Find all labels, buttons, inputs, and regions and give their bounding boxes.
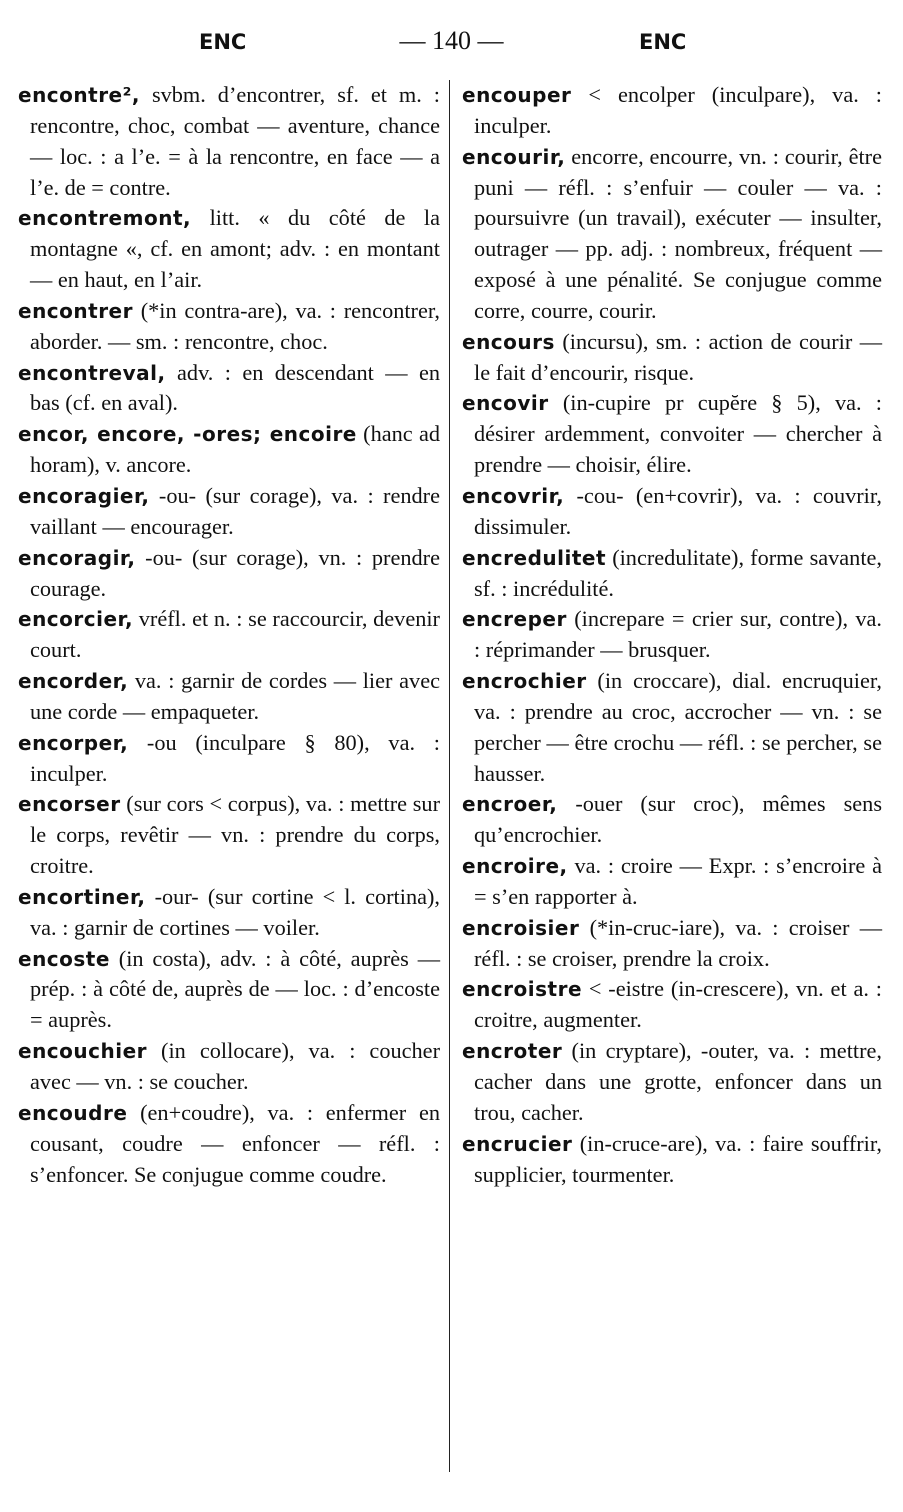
page-number: — 140 — bbox=[399, 26, 504, 55]
entry-body: (*in-cruc-iare), va. : croiser — réfl. : se croiser, prendre la croix. bbox=[474, 914, 888, 971]
dictionary-entry bbox=[18, 604, 446, 666]
headword: encorcier, bbox=[18, 607, 134, 632]
headword: encor, encore, -ores; encoire bbox=[18, 422, 357, 447]
headword: encroer, bbox=[462, 792, 558, 817]
headword: encovrir, bbox=[462, 483, 565, 508]
entry-body: (incursu), sm. : action de courir — le fait d’encourir, risque. bbox=[474, 328, 888, 385]
headword: encours bbox=[462, 329, 555, 354]
dictionary-entry bbox=[462, 1036, 888, 1129]
dictionary-entry bbox=[462, 543, 888, 605]
headword: encroisier bbox=[462, 915, 580, 940]
headword: encontreval, bbox=[18, 360, 166, 385]
headword: encontre², bbox=[18, 83, 140, 107]
headword: encrochier bbox=[462, 669, 587, 694]
entry-body: (in cryptare), -outer, va. : mettre, cacher dans une grotte, enfoncer dans un trou, cacher. bbox=[474, 1038, 888, 1125]
headword: encorder, bbox=[18, 669, 129, 694]
headword: encouchier bbox=[18, 1039, 148, 1064]
headword: encoragir, bbox=[18, 545, 136, 570]
dictionary-entry bbox=[18, 419, 446, 481]
entry-body: (increpare = crier sur, contre), va. : réprimander — brusquer. bbox=[474, 606, 888, 663]
dictionary-entry bbox=[18, 543, 446, 605]
entry-body: (incredulitate), forme savante, sf. : incrédulité. bbox=[474, 544, 888, 601]
headword: encortiner, bbox=[18, 884, 146, 909]
header-left-guide-word: ENC bbox=[199, 30, 247, 54]
entry-body: (sur cors < corpus), va. : mettre sur le corps, revêtir — vn. : prendre du corps, croitre. bbox=[30, 791, 446, 879]
dictionary-entry bbox=[18, 481, 446, 543]
page-header bbox=[0, 26, 903, 60]
left-column bbox=[18, 80, 446, 1190]
headword: encouper bbox=[462, 83, 572, 107]
dictionary-entry bbox=[18, 1098, 446, 1191]
dictionary-entry bbox=[18, 358, 446, 420]
entry-body: (in-cupire pr cupĕre § 5), va. : désirer ardemment, convoiter — chercher à prendre — choisir, élire. bbox=[474, 390, 888, 478]
entry-body: -ou- (sur corage), vn. : prendre courage. bbox=[30, 544, 446, 601]
dictionary-entry bbox=[18, 666, 446, 728]
headword: encoudre bbox=[18, 1100, 128, 1125]
headword: encovir bbox=[462, 391, 549, 416]
dictionary-entry bbox=[462, 1129, 888, 1191]
entry-body: -ou- (sur corage), va. : rendre vaillant — encourager. bbox=[30, 482, 446, 539]
headword: encrucier bbox=[462, 1131, 573, 1156]
dictionary-entry bbox=[18, 882, 446, 944]
dictionary-entry bbox=[462, 974, 888, 1036]
dictionary-entry bbox=[18, 203, 446, 296]
entry-body: -cou- (en+covrir), va. : couvrir, dissimuler. bbox=[474, 482, 888, 539]
entry-body: < encolper (inculpare), va. : inculper. bbox=[474, 82, 888, 138]
dictionary-entry bbox=[462, 142, 888, 327]
headword: encontrer bbox=[18, 298, 133, 323]
headword: encroter bbox=[462, 1039, 563, 1064]
dictionary-entry bbox=[462, 481, 888, 543]
dictionary-entry bbox=[18, 728, 446, 790]
dictionary-entry bbox=[462, 789, 888, 851]
headword: encroistre bbox=[462, 977, 583, 1002]
dictionary-entry bbox=[462, 80, 888, 142]
headword: encontremont, bbox=[18, 206, 192, 231]
entry-body: va. : garnir de cordes — lier avec une corde — empaqueter. bbox=[30, 668, 446, 724]
entry-body: (in-cruce-are), va. : faire souffrir, supplicier, tourmenter. bbox=[474, 1130, 888, 1187]
headword: encoragier, bbox=[18, 483, 150, 508]
dictionary-entry bbox=[18, 80, 446, 203]
dictionary-entry bbox=[462, 327, 888, 389]
dictionary-entry bbox=[18, 296, 446, 358]
dictionary-entry bbox=[18, 789, 446, 882]
header-right-guide-word: ENC bbox=[639, 30, 687, 54]
dictionary-entry bbox=[462, 666, 888, 789]
entry-body: (*in contra-are), va. : rencontrer, aborder. — sm. : rencontre, choc. bbox=[30, 297, 446, 354]
entry-body: litt. « du côté de la montagne «, cf. en amont; adv. : en montant — en haut, en l’air. bbox=[30, 205, 446, 293]
dictionary-entry bbox=[18, 944, 446, 1037]
entry-body: adv. : en descendant — en bas (cf. en aval). bbox=[30, 359, 446, 416]
entry-body: va. : croire — Expr. : s’encroire à = s’en rapporter à. bbox=[474, 853, 888, 909]
entry-body: -our- (sur cortine < l. cortina), va. : garnir de cortines — voiler. bbox=[30, 883, 446, 940]
entry-body: -ouer (sur croc), mêmes sens qu’encrochier. bbox=[474, 791, 888, 848]
dictionary-entry bbox=[462, 913, 888, 975]
dictionary-entry bbox=[462, 851, 888, 913]
headword: encroire, bbox=[462, 854, 568, 879]
headword: encorser bbox=[18, 792, 121, 817]
dictionary-entry bbox=[18, 1036, 446, 1098]
right-column bbox=[462, 80, 888, 1190]
entry-body: (in collocare), va. : coucher avec — vn. : se coucher. bbox=[30, 1038, 446, 1094]
headword: encoste bbox=[18, 946, 110, 971]
entry-body: (in croccare), dial. encruquier, va. : prendre au croc, accrocher — vn. : se percher — être crochu — réfl. : se percher, se hausser. bbox=[474, 668, 888, 786]
entry-body: encorre, encourre, vn. : courir, être puni — réfl. : s’enfuir — couler — va. : poursuivre (un travail), exécuter — insulter, outrager — pp. adj. : nombreux, fréquent — exposé à une pénalité. Se conjugue comme corre, courre, courir. bbox=[474, 143, 888, 323]
entry-body: (hanc ad horam), v. ancore. bbox=[30, 421, 446, 478]
entry-body: (in costa), adv. : à côté, auprès — prép. : à côté de, auprès de — loc. : d’encoste = auprès. bbox=[30, 945, 446, 1033]
column-divider bbox=[449, 80, 450, 1472]
dictionary-entry bbox=[462, 604, 888, 666]
headword: encourir, bbox=[462, 144, 566, 169]
entry-body: (en+coudre), va. : enfermer en cousant, coudre — enfoncer — réfl. : s’enfoncer. Se conjugue comme coudre. bbox=[30, 1099, 446, 1187]
entry-body: -ou (inculpare § 80), va. : inculper. bbox=[30, 729, 446, 786]
entry-body: svbm. d’encontrer, sf. et m. : rencontre, choc, combat — aventure, chance — loc. : a l’e. = à la rencontre, en face — a l’e. de = contre. bbox=[30, 82, 446, 200]
entry-body: vréfl. et n. : se raccourcir, devenir court. bbox=[30, 606, 446, 663]
headword: encreper bbox=[462, 607, 567, 632]
dictionary-entry bbox=[462, 388, 888, 481]
entry-body: < -eistre (in-crescere), vn. et a. : croitre, augmenter. bbox=[474, 976, 888, 1033]
headword: encredulitet bbox=[462, 545, 607, 570]
headword: encorper, bbox=[18, 730, 129, 755]
